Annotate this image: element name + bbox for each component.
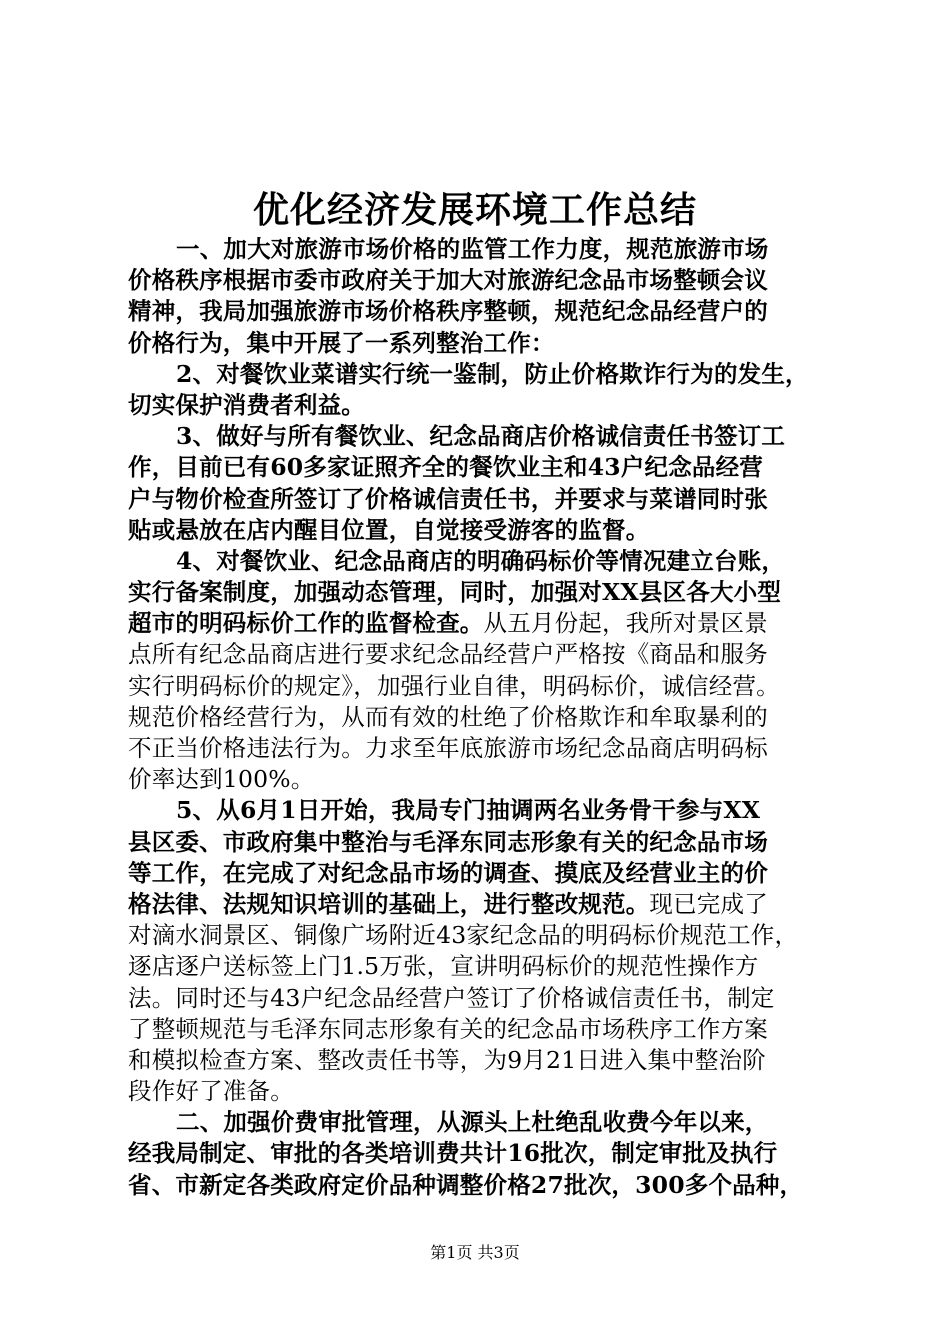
paragraph-line: 切实保护消费者利益。 — [128, 390, 365, 419]
paragraph-line: 县区委、市政府集中整治与毛泽东同志形象有关的纪念品市场 — [128, 827, 768, 856]
paragraph-segment-regular: 从五月份起，我所对景区景 — [483, 609, 768, 638]
paragraph-line: 实行备案制度，加强动态管理，同时，加强对XX县区各大小型 — [128, 578, 782, 607]
paragraph-line: 省、市新定各类政府定价品种调整价格27批次，300多个品种， — [128, 1170, 804, 1199]
paragraph-line: 3、做好与所有餐饮业、纪念品商店价格诚信责任书签订工 — [176, 422, 786, 451]
paragraph-line: 5、从6月1日开始，我局专门抽调两名业务骨干参与XX — [176, 796, 761, 825]
paragraph-line: 价格行为，集中开展了一系列整治工作： — [128, 328, 555, 357]
paragraph-line: 二、加强价费审批管理，从源头上杜绝乱收费今年以来， — [176, 1108, 769, 1137]
paragraph-line: 经我局制定、审批的各类培训费共计16批次，制定审批及执行 — [128, 1139, 778, 1168]
document-title: 优化经济发展环境工作总结 — [252, 189, 697, 231]
paragraph-line: 点所有纪念品商店进行要求纪念品经营户严格按《商品和服务 — [128, 640, 768, 669]
paragraph-line: 一、加大对旅游市场价格的监管工作力度，规范旅游市场 — [176, 235, 769, 263]
paragraph-line-mixed — [128, 889, 844, 920]
paragraph-line: 规范价格经营行为，从而有效的杜绝了价格欺诈和牟取暴利的 — [128, 702, 768, 731]
paragraph-line: 4、对餐饮业、纪念品商店的明确码标价等情况建立台账， — [176, 546, 786, 575]
paragraph-line: 和模拟检查方案、整改责任书等，为9月21日进入集中整治阶 — [128, 1045, 766, 1074]
paragraph-line: 实行明码标价的规定》，加强行业自律，明码标价，诚信经营。 — [128, 671, 780, 700]
paragraph-line: 逐店逐户送标签上门1.5万张，宣讲明码标价的规范性操作方 — [128, 952, 759, 981]
paragraph-line: 对滴水洞景区、铜像广场附近43家纪念品的明码标价规范工作， — [128, 921, 799, 950]
paragraph-line: 等工作，在完成了对纪念品市场的调查、摸底及经营业主的价 — [128, 858, 768, 887]
paragraph-line: 精神，我局加强旅游市场价格秩序整顿，规范纪念品经营户的 — [128, 297, 768, 326]
page-number-footer: 第1页 共3页 — [430, 1243, 520, 1262]
document-body — [128, 234, 844, 1201]
paragraph-line: 2、对餐饮业菜谱实行统一鉴制，防止价格欺诈行为的发生， — [176, 359, 809, 388]
paragraph-segment-regular: 现已完成了 — [649, 889, 768, 918]
paragraph-line: 不正当价格违法行为。力求至年底旅游市场纪念品商店明码标 — [128, 734, 768, 762]
paragraph-line-mixed — [128, 608, 844, 639]
paragraph-line: 了整顿规范与毛泽东同志形象有关的纪念品市场秩序工作方案 — [128, 1014, 768, 1043]
paragraph-line: 贴或悬放在店内醒目位置，自觉接受游客的监督。 — [128, 515, 650, 544]
paragraph-line: 段作好了准备。 — [128, 1077, 294, 1106]
paragraph-segment-bold: 格法律、法规知识培训的基础上，进行整改规范。 — [128, 889, 650, 918]
paragraph-line: 作，目前已有60多家证照齐全的餐饮业主和43户纪念品经营 — [128, 453, 764, 482]
paragraph-line: 价率达到100%。 — [128, 765, 315, 794]
paragraph-line: 户与物价检查所签订了价格诚信责任书，并要求与菜谱同时张 — [128, 484, 768, 513]
paragraph-line: 价格秩序根据市委市政府关于加大对旅游纪念品市场整顿会议 — [128, 266, 768, 295]
paragraph-segment-bold: 超市的明码标价工作的监督检查。 — [128, 609, 484, 638]
paragraph-line: 法。同时还与43户纪念品经营户签订了价格诚信责任书，制定 — [128, 983, 775, 1012]
